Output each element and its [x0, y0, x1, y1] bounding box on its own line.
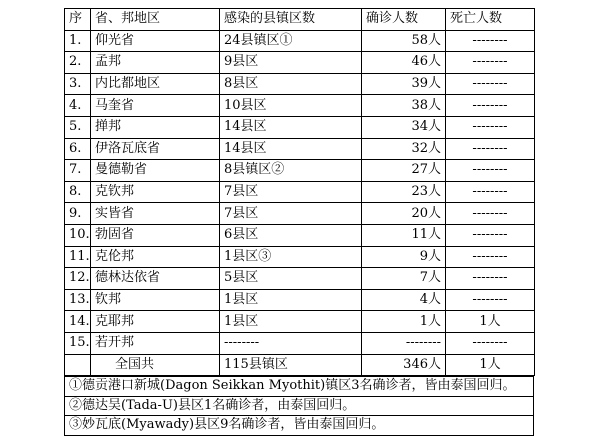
row-deaths: -------- [446, 289, 535, 311]
row-deaths: -------- [446, 116, 535, 138]
row-region: 实皆省 [91, 203, 220, 225]
row-region: 孟邦 [91, 52, 220, 74]
row-confirmed: 20人 [362, 203, 446, 225]
row-towns: 8县区 [220, 73, 362, 95]
row-towns: 10县区 [220, 95, 362, 117]
cases-table [64, 8, 535, 376]
row-region: 克钦邦 [91, 181, 220, 203]
row-no: 14. [65, 311, 91, 333]
row-no: 5. [65, 116, 91, 138]
row-towns: 1县区 [220, 289, 362, 311]
row-towns: 5县区 [220, 268, 362, 290]
row-towns: 14县区 [220, 116, 362, 138]
note-row [65, 377, 534, 397]
table-row [65, 181, 535, 203]
row-deaths: -------- [446, 73, 535, 95]
row-towns: 24县镇区① [220, 30, 362, 52]
table-row [65, 160, 535, 182]
row-no: 15. [65, 332, 91, 354]
row-confirmed: 34人 [362, 116, 446, 138]
row-confirmed: 4人 [362, 289, 446, 311]
row-region: 若开邦 [91, 332, 220, 354]
row-region: 掸邦 [91, 116, 220, 138]
row-towns: 7县区 [220, 181, 362, 203]
row-deaths: -------- [446, 224, 535, 246]
footnote: ②德达吴(Tada-U)县区1名确诊者，由泰国回归。 [65, 396, 534, 416]
note-row [65, 396, 534, 416]
table-row [65, 311, 535, 333]
row-confirmed: 1人 [362, 311, 446, 333]
row-confirmed: 23人 [362, 181, 446, 203]
row-confirmed: 27人 [362, 160, 446, 182]
row-region: 勃固省 [91, 224, 220, 246]
row-deaths: -------- [446, 332, 535, 354]
row-confirmed: 58人 [362, 30, 446, 52]
row-no: 4. [65, 95, 91, 117]
row-no: 12. [65, 268, 91, 290]
table-row [65, 224, 535, 246]
row-towns: -------- [220, 332, 362, 354]
table-row [65, 52, 535, 74]
table-row [65, 332, 535, 354]
table-row [65, 95, 535, 117]
table-row [65, 203, 535, 225]
note-row [65, 416, 534, 436]
table-row [65, 73, 535, 95]
total-no-cell [65, 354, 91, 376]
row-region: 德林达依省 [91, 268, 220, 290]
row-deaths: -------- [446, 138, 535, 160]
row-confirmed: 46人 [362, 52, 446, 74]
header-deaths: 死亡人数 [446, 9, 535, 31]
row-towns: 1县区③ [220, 246, 362, 268]
row-towns: 14县区 [220, 138, 362, 160]
row-confirmed: 38人 [362, 95, 446, 117]
row-towns: 8县镇区② [220, 160, 362, 182]
row-confirmed: 11人 [362, 224, 446, 246]
row-region: 曼德勒省 [91, 160, 220, 182]
row-towns: 1县区 [220, 311, 362, 333]
header-region: 省、邦地区 [91, 9, 220, 31]
header-towns: 感染的县镇区数 [220, 9, 362, 31]
total-row [65, 354, 535, 376]
table-row [65, 138, 535, 160]
row-region: 钦邦 [91, 289, 220, 311]
row-region: 仰光省 [91, 30, 220, 52]
table-body [65, 30, 535, 354]
row-towns: 9县区 [220, 52, 362, 74]
table-row [65, 268, 535, 290]
total-deaths: 1人 [446, 354, 535, 376]
row-deaths: -------- [446, 52, 535, 74]
row-deaths: -------- [446, 95, 535, 117]
row-confirmed: 7人 [362, 268, 446, 290]
row-region: 克伦邦 [91, 246, 220, 268]
row-deaths: -------- [446, 30, 535, 52]
notes-body [65, 377, 534, 436]
table-row [65, 30, 535, 52]
row-region: 克耶邦 [91, 311, 220, 333]
row-deaths: -------- [446, 181, 535, 203]
row-no: 10. [65, 224, 91, 246]
total-confirmed: 346人 [362, 354, 446, 376]
row-no: 13. [65, 289, 91, 311]
row-region: 内比都地区 [91, 73, 220, 95]
header-confirmed: 确诊人数 [362, 9, 446, 31]
table-row [65, 246, 535, 268]
table-header-row [65, 9, 535, 31]
row-no: 11. [65, 246, 91, 268]
row-confirmed: 39人 [362, 73, 446, 95]
row-no: 7. [65, 160, 91, 182]
footnote: ③妙瓦底(Myawady)县区9名确诊者，皆由泰国回归。 [65, 416, 534, 436]
row-confirmed: -------- [362, 332, 446, 354]
row-no: 3. [65, 73, 91, 95]
notes-table [64, 376, 534, 436]
row-no: 1. [65, 30, 91, 52]
row-towns: 6县区 [220, 224, 362, 246]
row-region: 伊洛瓦底省 [91, 138, 220, 160]
document-sheet [64, 8, 534, 436]
table-row [65, 116, 535, 138]
row-deaths: -------- [446, 160, 535, 182]
footnote: ①德贡港口新城(Dagon Seikkan Myothit)镇区3名确诊者，皆由泰国回归。 [65, 377, 534, 397]
row-no: 9. [65, 203, 91, 225]
row-region: 马奎省 [91, 95, 220, 117]
total-towns: 115县镇区 [220, 354, 362, 376]
row-confirmed: 32人 [362, 138, 446, 160]
row-deaths: 1人 [446, 311, 535, 333]
row-deaths: -------- [446, 246, 535, 268]
row-confirmed: 9人 [362, 246, 446, 268]
row-no: 2. [65, 52, 91, 74]
row-deaths: -------- [446, 268, 535, 290]
row-no: 6. [65, 138, 91, 160]
row-deaths: -------- [446, 203, 535, 225]
header-no: 序 [65, 9, 91, 31]
row-no: 8. [65, 181, 91, 203]
row-towns: 7县区 [220, 203, 362, 225]
table-row [65, 289, 535, 311]
total-label: 全国共 [91, 354, 220, 376]
